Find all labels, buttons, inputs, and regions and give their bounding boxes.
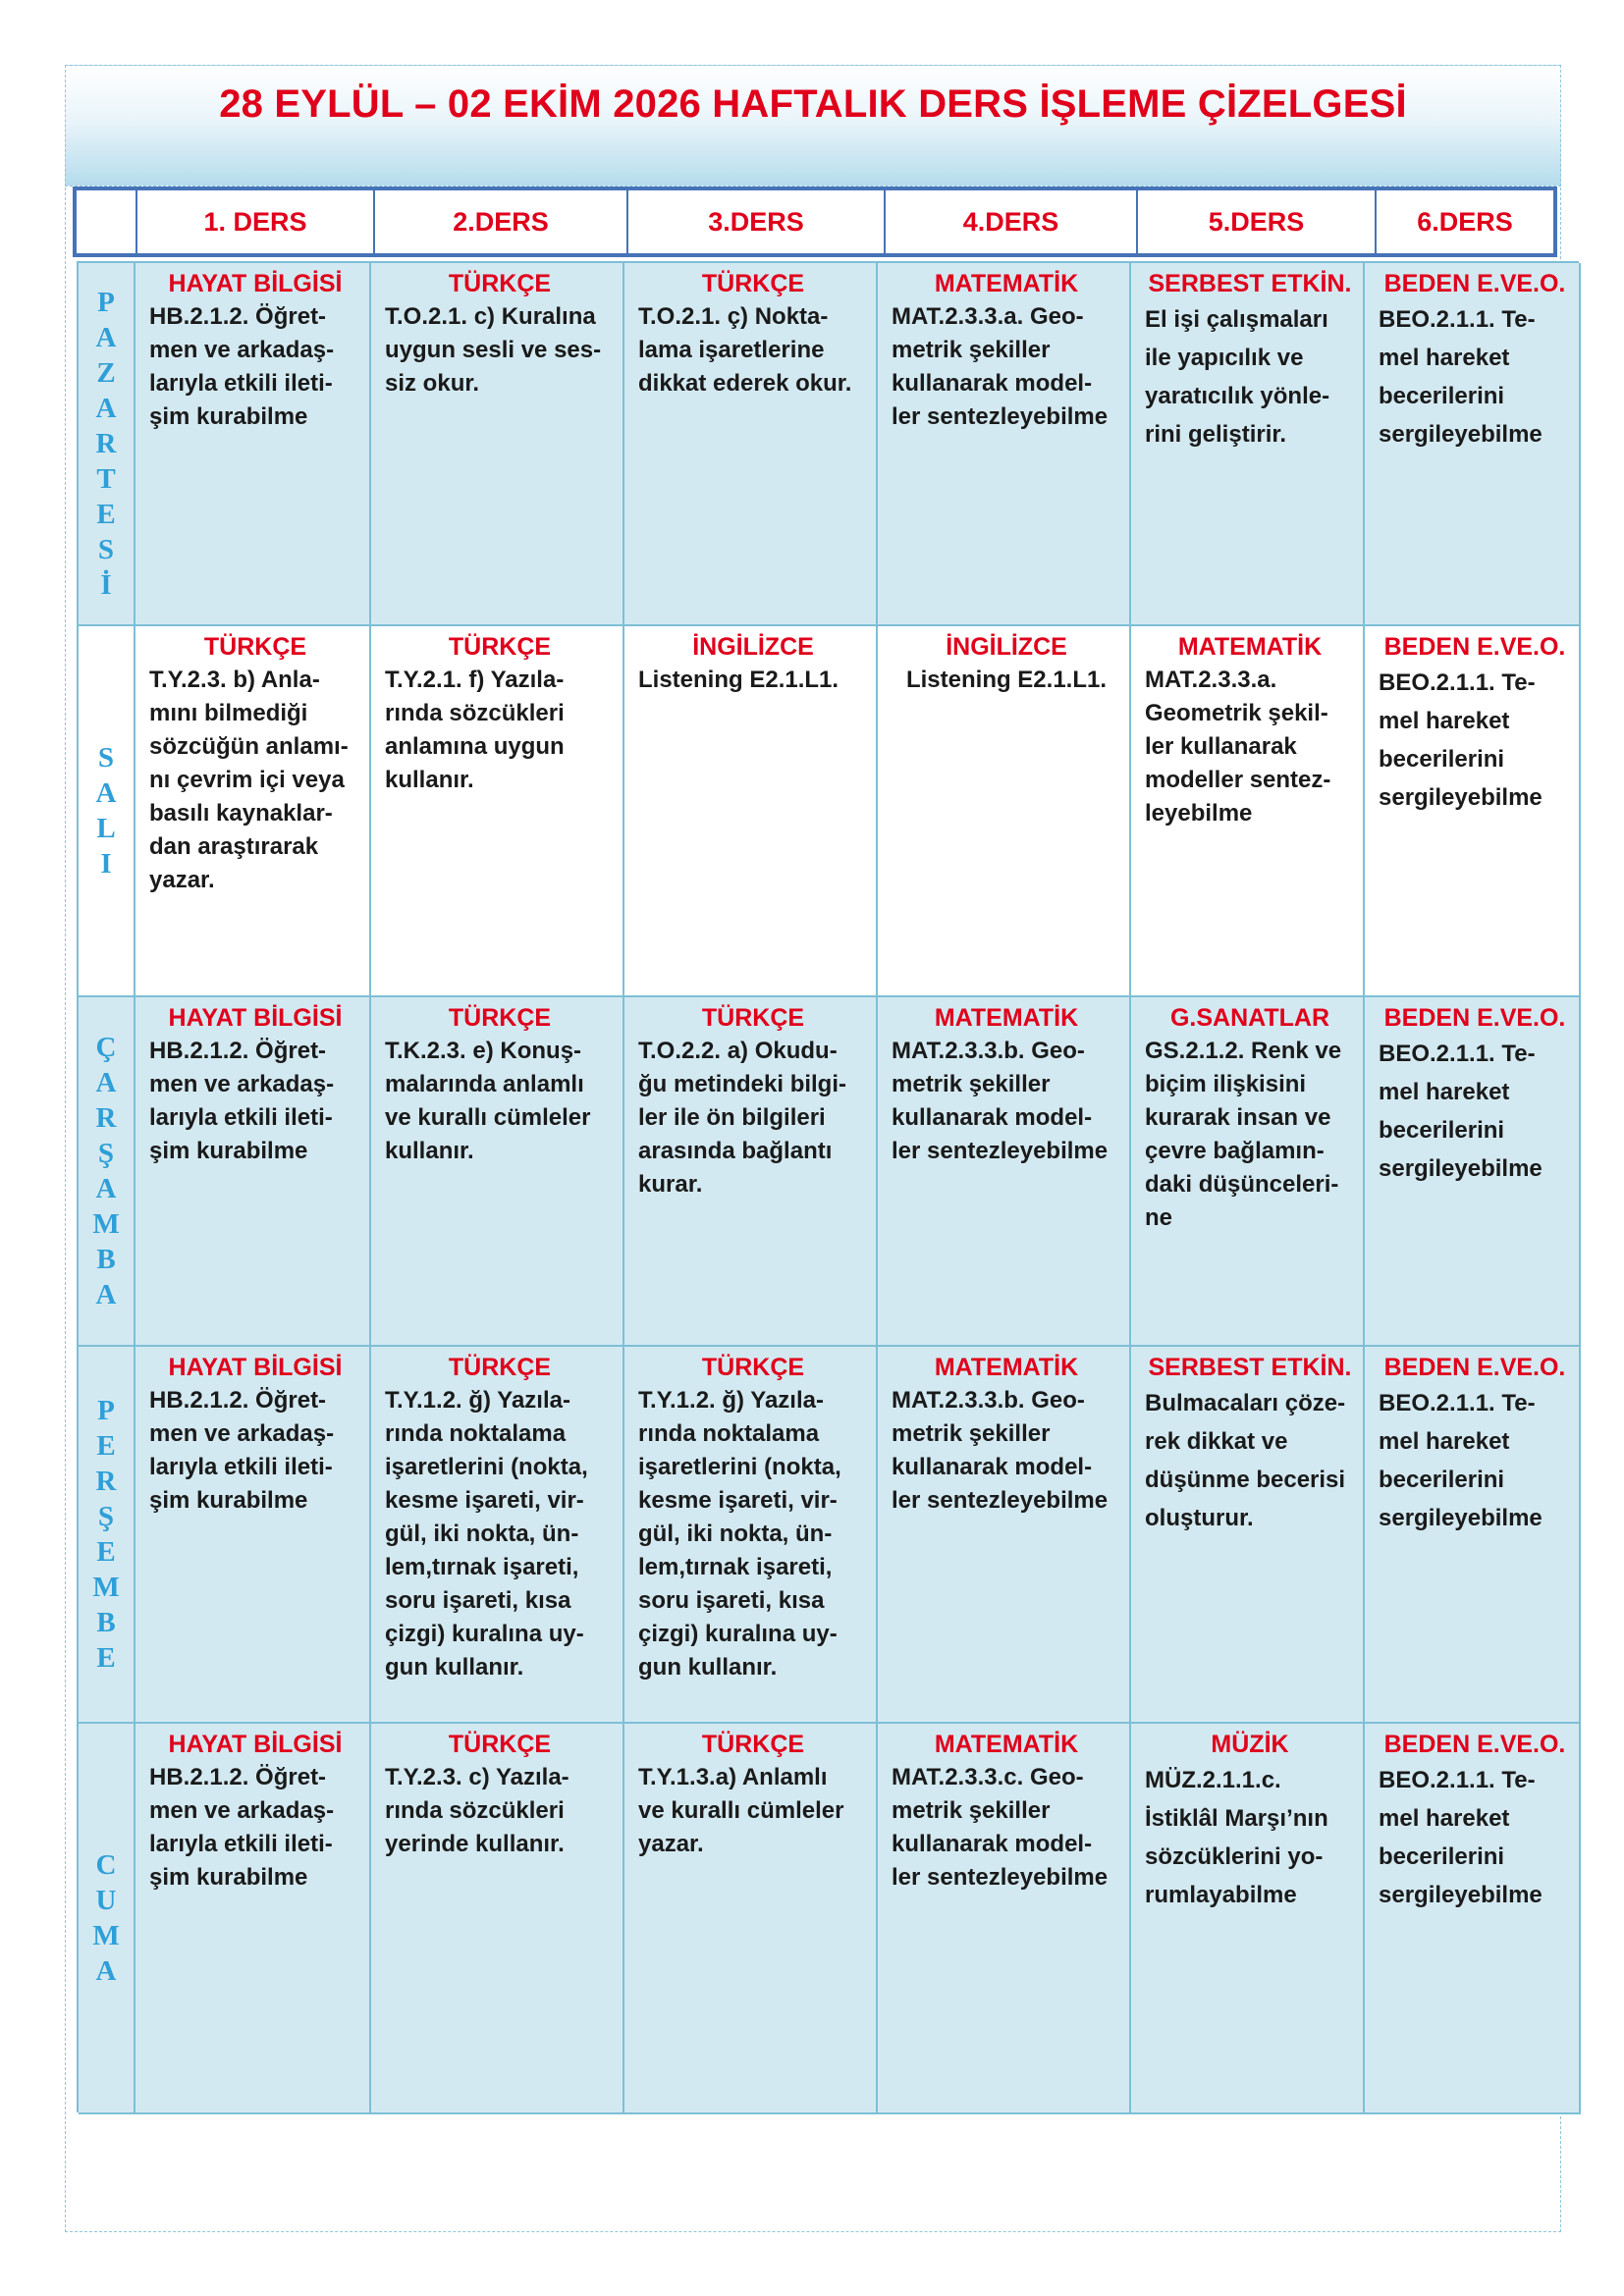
objective-line: metrik şekiller — [892, 337, 1051, 363]
lesson-subject: BEDEN E.VE.O. — [1383, 633, 1566, 661]
objective-line: düşünme becerisi — [1145, 1467, 1346, 1493]
lesson-objective — [1145, 1384, 1355, 1537]
objective-line: Bulmacaları çöze- — [1145, 1390, 1346, 1416]
header-lesson-5: 5.DERS — [1136, 190, 1375, 253]
lesson-cell — [878, 1724, 1131, 2114]
objective-line: yazar. — [149, 867, 215, 893]
objective-line: MAT.2.3.3.a. — [1145, 667, 1277, 693]
objective-line: men ve arkadaş- — [149, 1071, 335, 1097]
objective-line: sergileyebilme — [1379, 1155, 1543, 1182]
objective-line: çizgi) kuralına uy- — [385, 1621, 584, 1647]
objective-line: kullanarak model- — [892, 1104, 1093, 1131]
objective-line: kesme işareti, vir- — [638, 1487, 838, 1514]
objective-line: gül, iki nokta, ün- — [385, 1521, 579, 1547]
objective-line: larıyla etkili ileti- — [149, 370, 333, 397]
objective-line: dan araştırarak — [149, 833, 319, 860]
lesson-objective — [1145, 1761, 1355, 1914]
objective-line: çevre bağlamın- — [1145, 1138, 1325, 1164]
day-letter: M — [92, 1208, 120, 1240]
lesson-subject: TÜRKÇE — [448, 1354, 552, 1381]
lesson-cell — [135, 997, 371, 1347]
objective-line: HB.2.1.2. Öğret- — [149, 303, 327, 330]
lesson-subject: MATEMATİK — [934, 1731, 1079, 1758]
lesson-objective — [1145, 664, 1355, 830]
day-letter: L — [96, 813, 116, 844]
day-letter: U — [95, 1885, 117, 1916]
lesson-cell — [878, 263, 1131, 626]
day-letter: P — [97, 287, 115, 318]
lesson-cell — [135, 1724, 371, 2114]
lesson-cell — [624, 626, 878, 997]
objective-line: T.Y.1.2. ğ) Yazıla- — [385, 1387, 570, 1414]
lesson-cell — [1365, 1347, 1581, 1724]
lesson-objective — [638, 1761, 868, 1861]
header-lesson-4: 4.DERS — [884, 190, 1136, 253]
objective-line: men ve arkadaş- — [149, 337, 335, 363]
objective-line: HB.2.1.2. Öğret- — [149, 1038, 327, 1064]
lesson-objective — [1379, 1761, 1571, 1914]
objective-line: yazar. — [638, 1831, 704, 1857]
objective-line: rında sözcükleri — [385, 700, 565, 726]
objective-line: şim kurabilme — [149, 403, 308, 430]
objective-line: anlamına uygun — [385, 733, 565, 760]
day-letter: A — [95, 1279, 117, 1310]
objective-line: MAT.2.3.3.a. Geo- — [892, 303, 1084, 330]
objective-line: yerinde kullanır. — [385, 1831, 565, 1857]
lesson-objective — [385, 1384, 615, 1684]
lesson-subject: İNGİLİZCE — [692, 633, 814, 661]
lesson-cell — [371, 626, 624, 997]
lesson-objective — [892, 1384, 1121, 1518]
objective-line: sergileyebilme — [1379, 1882, 1543, 1908]
objective-line: ile yapıcılık ve — [1145, 345, 1304, 371]
lesson-objective — [638, 300, 868, 400]
objective-line: dikkat ederek okur. — [638, 370, 852, 397]
day-letter: C — [95, 1849, 117, 1881]
lesson-subject: TÜRKÇE — [701, 270, 805, 297]
lesson-objective — [149, 664, 361, 897]
lesson-cell — [1131, 997, 1365, 1347]
lesson-objective — [1379, 664, 1571, 817]
lesson-subject: TÜRKÇE — [448, 633, 552, 661]
lesson-subject: HAYAT BİLGİSİ — [168, 270, 343, 297]
day-letter: İ — [100, 569, 112, 601]
lesson-cell — [624, 1347, 878, 1724]
lesson-objective — [892, 1035, 1121, 1168]
objective-line: rek dikkat ve — [1145, 1428, 1288, 1455]
header-lesson-3: 3.DERS — [626, 190, 884, 253]
objective-line: modeller sentez- — [1145, 767, 1331, 793]
objective-line: şim kurabilme — [149, 1864, 308, 1891]
lesson-objective — [385, 1761, 615, 1861]
objective-line: uygun sesli ve ses- — [385, 337, 602, 363]
objective-line: ler sentezleyebilme — [892, 403, 1109, 430]
objective-line: kullanarak model- — [892, 1454, 1093, 1480]
lesson-objective — [892, 664, 1121, 697]
objective-line: BEO.2.1.1. Te- — [1379, 1041, 1536, 1067]
lesson-subject: BEDEN E.VE.O. — [1383, 1731, 1566, 1758]
objective-line: Listening E2.1.L1. — [905, 667, 1108, 693]
objective-line: MAT.2.3.3.b. Geo- — [892, 1387, 1085, 1414]
objective-line: işaretlerini (nokta, — [638, 1454, 841, 1480]
objective-line: gun kullanır. — [385, 1654, 524, 1681]
objective-line: lem,tırnak işareti, — [385, 1554, 579, 1580]
objective-line: El işi çalışmaları — [1145, 306, 1328, 333]
day-letter: M — [92, 1920, 120, 1951]
objective-line: mel hareket — [1379, 708, 1510, 734]
lesson-subject: HAYAT BİLGİSİ — [168, 1354, 343, 1381]
lesson-subject: TÜRKÇE — [448, 1731, 552, 1758]
day-label-cuma — [79, 1724, 135, 2114]
objective-line: siz okur. — [385, 370, 480, 397]
objective-line: nı çevrim içi veya — [149, 767, 345, 793]
objective-line: çizgi) kuralına uy- — [638, 1621, 838, 1647]
objective-line: mel hareket — [1379, 1805, 1510, 1832]
day-letter: A — [95, 777, 117, 809]
objective-line: men ve arkadaş- — [149, 1420, 335, 1447]
lesson-cell — [878, 1347, 1131, 1724]
lesson-objective — [892, 1761, 1121, 1895]
objective-line: T.O.2.1. ç) Nokta- — [638, 303, 829, 330]
objective-line: Listening E2.1.L1. — [638, 667, 839, 693]
objective-line: T.K.2.3. e) Konuş- — [385, 1038, 582, 1064]
header-lesson-6: 6.DERS — [1375, 190, 1553, 253]
day-label-sali — [79, 626, 135, 997]
day-letter: A — [95, 1067, 117, 1098]
objective-line: ler ile ön bilgileri — [638, 1104, 826, 1131]
page-title: 28 EYLÜL – 02 EKİM 2026 HAFTALIK DERS İŞLEME ÇİZELGESİ — [219, 82, 1407, 126]
objective-line: rında sözcükleri — [385, 1797, 565, 1824]
objective-line: BEO.2.1.1. Te- — [1379, 669, 1536, 696]
objective-line: BEO.2.1.1. Te- — [1379, 1767, 1536, 1793]
objective-line: mel hareket — [1379, 1079, 1510, 1105]
objective-line: işaretlerini (nokta, — [385, 1454, 588, 1480]
objective-line: larıyla etkili ileti- — [149, 1104, 333, 1131]
objective-line: HB.2.1.2. Öğret- — [149, 1387, 327, 1414]
objective-line: rında noktalama — [385, 1420, 567, 1447]
objective-line: men ve arkadaş- — [149, 1797, 335, 1824]
lesson-subject: HAYAT BİLGİSİ — [168, 1731, 343, 1758]
objective-line: yaratıcılık yönle- — [1145, 383, 1330, 409]
objective-line: kullanır. — [385, 767, 474, 793]
day-letter: R — [95, 428, 117, 459]
lesson-subject: BEDEN E.VE.O. — [1383, 270, 1566, 297]
objective-line: ne — [1145, 1204, 1173, 1231]
objective-line: basılı kaynaklar- — [149, 800, 333, 827]
objective-line: Geometrik şekil- — [1145, 700, 1328, 726]
objective-line: larıyla etkili ileti- — [149, 1831, 333, 1857]
objective-line: mını bilmediği — [149, 700, 308, 726]
objective-line: mel hareket — [1379, 1428, 1510, 1455]
day-letter: R — [95, 1466, 117, 1497]
lesson-cell — [371, 1724, 624, 2114]
day-label-perşembe — [79, 1347, 135, 1724]
day-letter: R — [95, 1102, 117, 1134]
day-letter: E — [96, 1430, 116, 1462]
lesson-cell — [624, 263, 878, 626]
lesson-objective — [385, 1035, 615, 1168]
objective-line: T.Y.1.3.a) Anlamlı — [638, 1764, 828, 1790]
lesson-cell — [624, 1724, 878, 2114]
day-letter: B — [96, 1244, 116, 1275]
lesson-subject: TÜRKÇE — [448, 1004, 552, 1032]
header-lesson-1: 1. DERS — [135, 190, 373, 253]
day-letter: E — [96, 499, 116, 530]
schedule-grid — [77, 261, 1579, 2112]
lesson-cell — [878, 997, 1131, 1347]
lesson-objective — [385, 300, 615, 400]
lesson-objective — [638, 1384, 868, 1684]
lesson-subject: MATEMATİK — [934, 270, 1079, 297]
objective-line: sözcüğün anlamı- — [149, 733, 349, 760]
objective-line: kullanır. — [385, 1138, 474, 1164]
lesson-objective — [149, 1384, 361, 1518]
lesson-subject: MATEMATİK — [1177, 633, 1323, 661]
objective-line: gun kullanır. — [638, 1654, 778, 1681]
day-label-çarşamba — [79, 997, 135, 1347]
lesson-cell — [1131, 626, 1365, 997]
objective-line: metrik şekiller — [892, 1420, 1051, 1447]
objective-line: becerilerini — [1379, 1117, 1505, 1144]
objective-line: mel hareket — [1379, 345, 1510, 371]
lesson-subject: BEDEN E.VE.O. — [1383, 1004, 1566, 1032]
lesson-cell — [1131, 263, 1365, 626]
day-letter: Ş — [97, 1501, 115, 1532]
day-letter: A — [95, 1955, 117, 1987]
lesson-subject: SERBEST ETKİN. — [1148, 270, 1352, 297]
day-letter: A — [95, 1173, 117, 1204]
lesson-cell — [371, 997, 624, 1347]
lesson-cell — [1131, 1724, 1365, 2114]
lesson-cell — [135, 1347, 371, 1724]
objective-line: HB.2.1.2. Öğret- — [149, 1764, 327, 1790]
objective-line: rini geliştirir. — [1145, 421, 1287, 448]
day-letter: P — [97, 1395, 115, 1426]
lesson-objective — [385, 664, 615, 797]
day-letter: B — [96, 1607, 116, 1638]
lesson-header-row — [73, 187, 1557, 257]
objective-line: kullanarak model- — [892, 370, 1093, 397]
day-letter: S — [97, 534, 115, 565]
lesson-objective — [1145, 300, 1355, 454]
day-letter: A — [95, 393, 117, 424]
lesson-objective — [149, 1035, 361, 1168]
lesson-subject: MATEMATİK — [934, 1354, 1079, 1381]
lesson-cell — [371, 263, 624, 626]
lesson-objective — [1379, 300, 1571, 454]
objective-line: T.O.2.1. c) Kuralına — [385, 303, 596, 330]
objective-line: T.Y.2.3. b) Anla- — [149, 667, 320, 693]
objective-line: ler sentezleyebilme — [892, 1487, 1109, 1514]
objective-line: şim kurabilme — [149, 1487, 308, 1514]
objective-line: ler kullanarak — [1145, 733, 1297, 760]
day-label-pazartesi̇ — [79, 263, 135, 626]
day-letter: E — [96, 1642, 116, 1674]
objective-line: MAT.2.3.3.b. Geo- — [892, 1038, 1085, 1064]
lesson-objective — [149, 300, 361, 434]
objective-line: T.Y.2.1. f) Yazıla- — [385, 667, 565, 693]
day-letter: Z — [96, 357, 116, 389]
objective-line: ve kurallı cümleler — [638, 1797, 844, 1824]
objective-line: BEO.2.1.1. Te- — [1379, 306, 1536, 333]
objective-line: metrik şekiller — [892, 1797, 1051, 1824]
objective-line: kurar. — [638, 1171, 703, 1198]
lesson-subject: TÜRKÇE — [203, 633, 307, 661]
objective-line: soru işareti, kısa — [638, 1587, 825, 1614]
objective-line: arasında bağlantı — [638, 1138, 833, 1164]
lesson-subject: TÜRKÇE — [701, 1731, 805, 1758]
objective-line: lem,tırnak işareti, — [638, 1554, 833, 1580]
lesson-subject: HAYAT BİLGİSİ — [168, 1004, 343, 1032]
objective-line: kesme işareti, vir- — [385, 1487, 584, 1514]
objective-line: rında noktalama — [638, 1420, 820, 1447]
objective-line: gül, iki nokta, ün- — [638, 1521, 833, 1547]
day-letter: I — [100, 848, 112, 880]
objective-line: ve kurallı cümleler — [385, 1104, 591, 1131]
lesson-subject: TÜRKÇE — [701, 1004, 805, 1032]
day-letter: E — [96, 1536, 116, 1568]
objective-line: kullanarak model- — [892, 1831, 1093, 1857]
lesson-cell — [624, 997, 878, 1347]
objective-line: T.Y.2.3. c) Yazıla- — [385, 1764, 569, 1790]
lesson-cell — [1365, 626, 1581, 997]
lesson-cell — [1365, 263, 1581, 626]
objective-line: sergileyebilme — [1379, 784, 1543, 811]
objective-line: ler sentezleyebilme — [892, 1138, 1109, 1164]
objective-line: becerilerini — [1379, 746, 1505, 773]
objective-line: T.O.2.2. a) Okudu- — [638, 1038, 838, 1064]
objective-line: malarında anlamlı — [385, 1071, 584, 1097]
objective-line: ğu metindeki bilgi- — [638, 1071, 847, 1097]
objective-line: biçim ilişkisini — [1145, 1071, 1307, 1097]
objective-line: lama işaretlerine — [638, 337, 825, 363]
lesson-objective — [638, 1035, 868, 1201]
objective-line: becerilerini — [1379, 383, 1505, 409]
objective-line: sergileyebilme — [1379, 421, 1543, 448]
header-corner-cell — [77, 190, 135, 253]
objective-line: larıyla etkili ileti- — [149, 1454, 333, 1480]
lesson-cell — [1131, 1347, 1365, 1724]
objective-line: becerilerini — [1379, 1843, 1505, 1870]
lesson-cell — [135, 263, 371, 626]
lesson-objective — [149, 1761, 361, 1895]
day-letter: S — [97, 742, 115, 774]
lesson-objective — [1145, 1035, 1355, 1235]
objective-line: sergileyebilme — [1379, 1505, 1543, 1531]
objective-line: soru işareti, kısa — [385, 1587, 571, 1614]
objective-line: kurarak insan ve — [1145, 1104, 1331, 1131]
day-letter: Ş — [97, 1138, 115, 1169]
objective-line: GS.2.1.2. Renk ve — [1145, 1038, 1342, 1064]
lesson-subject: SERBEST ETKİN. — [1148, 1354, 1352, 1381]
lesson-subject: G.SANATLAR — [1169, 1004, 1330, 1032]
day-letter: T — [96, 463, 116, 495]
objective-line: daki düşünceleri- — [1145, 1171, 1339, 1198]
day-letter: Ç — [95, 1032, 117, 1063]
lesson-cell — [371, 1347, 624, 1724]
day-letter: A — [95, 322, 117, 353]
objective-line: MAT.2.3.3.c. Geo- — [892, 1764, 1084, 1790]
lesson-cell — [135, 626, 371, 997]
lesson-cell — [1365, 1724, 1581, 2114]
objective-line: oluşturur. — [1145, 1505, 1254, 1531]
lesson-objective — [892, 300, 1121, 434]
objective-line: şim kurabilme — [149, 1138, 308, 1164]
objective-line: metrik şekiller — [892, 1071, 1051, 1097]
lesson-subject: MATEMATİK — [934, 1004, 1079, 1032]
header-lesson-2: 2.DERS — [373, 190, 626, 253]
lesson-objective — [638, 664, 868, 697]
lesson-objective — [1379, 1384, 1571, 1537]
objective-line: sözcüklerini yo- — [1145, 1843, 1324, 1870]
objective-line: ler sentezleyebilme — [892, 1864, 1109, 1891]
lesson-objective — [1379, 1035, 1571, 1188]
lesson-subject: İNGİLİZCE — [946, 633, 1067, 661]
objective-line: İstiklâl Marşı’nın — [1145, 1805, 1328, 1832]
objective-line: MÜZ.2.1.1.c. — [1145, 1767, 1281, 1793]
lesson-subject: TÜRKÇE — [701, 1354, 805, 1381]
lesson-subject: BEDEN E.VE.O. — [1383, 1354, 1566, 1381]
lesson-cell — [1365, 997, 1581, 1347]
objective-line: leyebilme — [1145, 800, 1253, 827]
objective-line: rumlayabilme — [1145, 1882, 1297, 1908]
objective-line: becerilerini — [1379, 1467, 1505, 1493]
lesson-subject: TÜRKÇE — [448, 270, 552, 297]
objective-line: BEO.2.1.1. Te- — [1379, 1390, 1536, 1416]
objective-line: T.Y.1.2. ğ) Yazıla- — [638, 1387, 824, 1414]
day-letter: M — [92, 1572, 120, 1603]
lesson-cell — [878, 626, 1131, 997]
lesson-subject: MÜZİK — [1211, 1731, 1289, 1758]
